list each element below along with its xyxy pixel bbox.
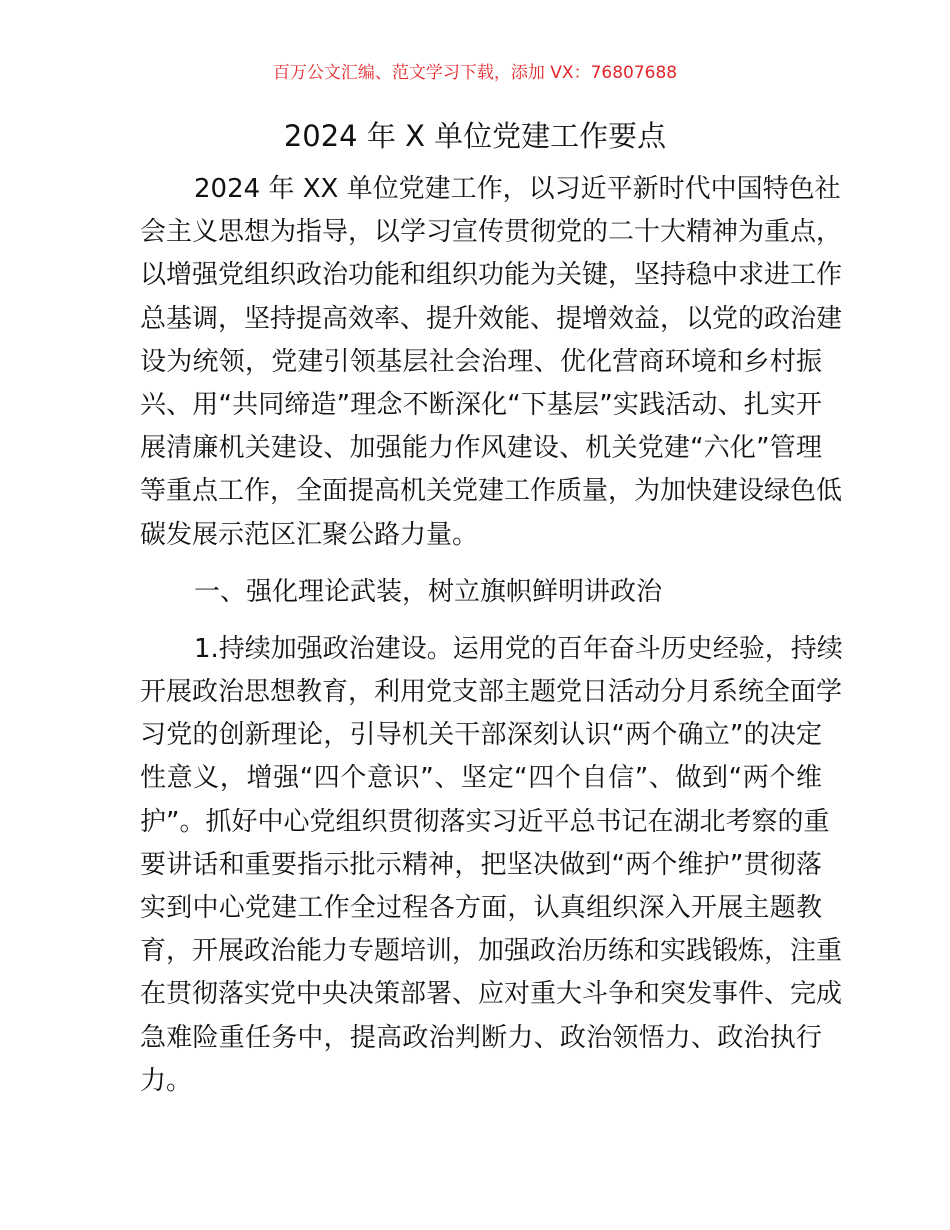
- text-line: 一、强化理论武装，树立旗帜鲜明讲政治: [194, 576, 663, 607]
- text-line: 2024 年 XX 单位党建工作，以习近平新时代中国特色社: [194, 174, 841, 204]
- text-line: 实到中心党建工作全过程各方面，认真组织深入开展主题教: [140, 893, 822, 923]
- text-line: 习党的创新理论，引导机关干部深刻认识“两个确立”的决定: [140, 720, 822, 751]
- text-line: 会主义思想为指导，以学习宣传贯彻党的二十大精神为重点，: [140, 217, 843, 248]
- section-heading: [140, 571, 822, 614]
- paragraph: [140, 168, 843, 557]
- text-line: 开展政治思想教育，利用党支部主题党日活动分月系统全面学: [140, 677, 843, 708]
- text-line: 等重点工作，全面提高机关党建工作质量，为加快建设绿色低: [140, 476, 843, 507]
- document-body: [140, 168, 843, 1117]
- paragraph: [140, 628, 843, 1103]
- text-line: 性意义，增强“四个意识”、坚定“四个自信”、做到“两个维: [140, 763, 822, 794]
- text-line: 在贯彻落实党中央决策部署、应对重大斗争和突发事件、完成: [140, 979, 843, 1010]
- text-line: 总基调，坚持提高效率、提升效能、提增效益，以党的政治建: [140, 303, 843, 334]
- text-line: 以增强党组织政治功能和组织功能为关键，坚持稳中求进工作: [140, 260, 843, 291]
- text-line: 设为统领，党建引领基层社会治理、优化营商环境和乡村振: [140, 346, 822, 377]
- text-line: 育，开展政治能力专题培训，加强政治历练和实践锻炼，注重: [140, 936, 843, 967]
- text-line: 兴、用“共同缔造”理念不断深化“下基层”实践活动、扎实开: [140, 389, 822, 420]
- text-line: 急难险重任务中，提高政治判断力、政治领悟力、政治执行: [140, 1022, 822, 1053]
- text-line: 碳发展示范区汇聚公路力量。: [140, 519, 479, 550]
- watermark-text: 百万公文汇编、范文学习下载，添加 VX：76807688: [272, 63, 678, 83]
- text-line: 1.持续加强政治建设。运用党的百年奋斗历史经验，持续: [194, 633, 843, 664]
- text-line: 力。: [140, 1065, 193, 1096]
- document-title: 2024 年 X 单位党建工作要点: [283, 119, 667, 153]
- text-line: 护”。抓好中心党组织贯彻落实习近平总书记在湖北考察的重: [140, 806, 830, 837]
- text-line: 展清廉机关建设、加强能力作风建设、机关党建“六化”管理: [140, 433, 822, 464]
- text-line: 要讲话和重要指示批示精神，把坚决做到“两个维护”贯彻落: [140, 849, 822, 880]
